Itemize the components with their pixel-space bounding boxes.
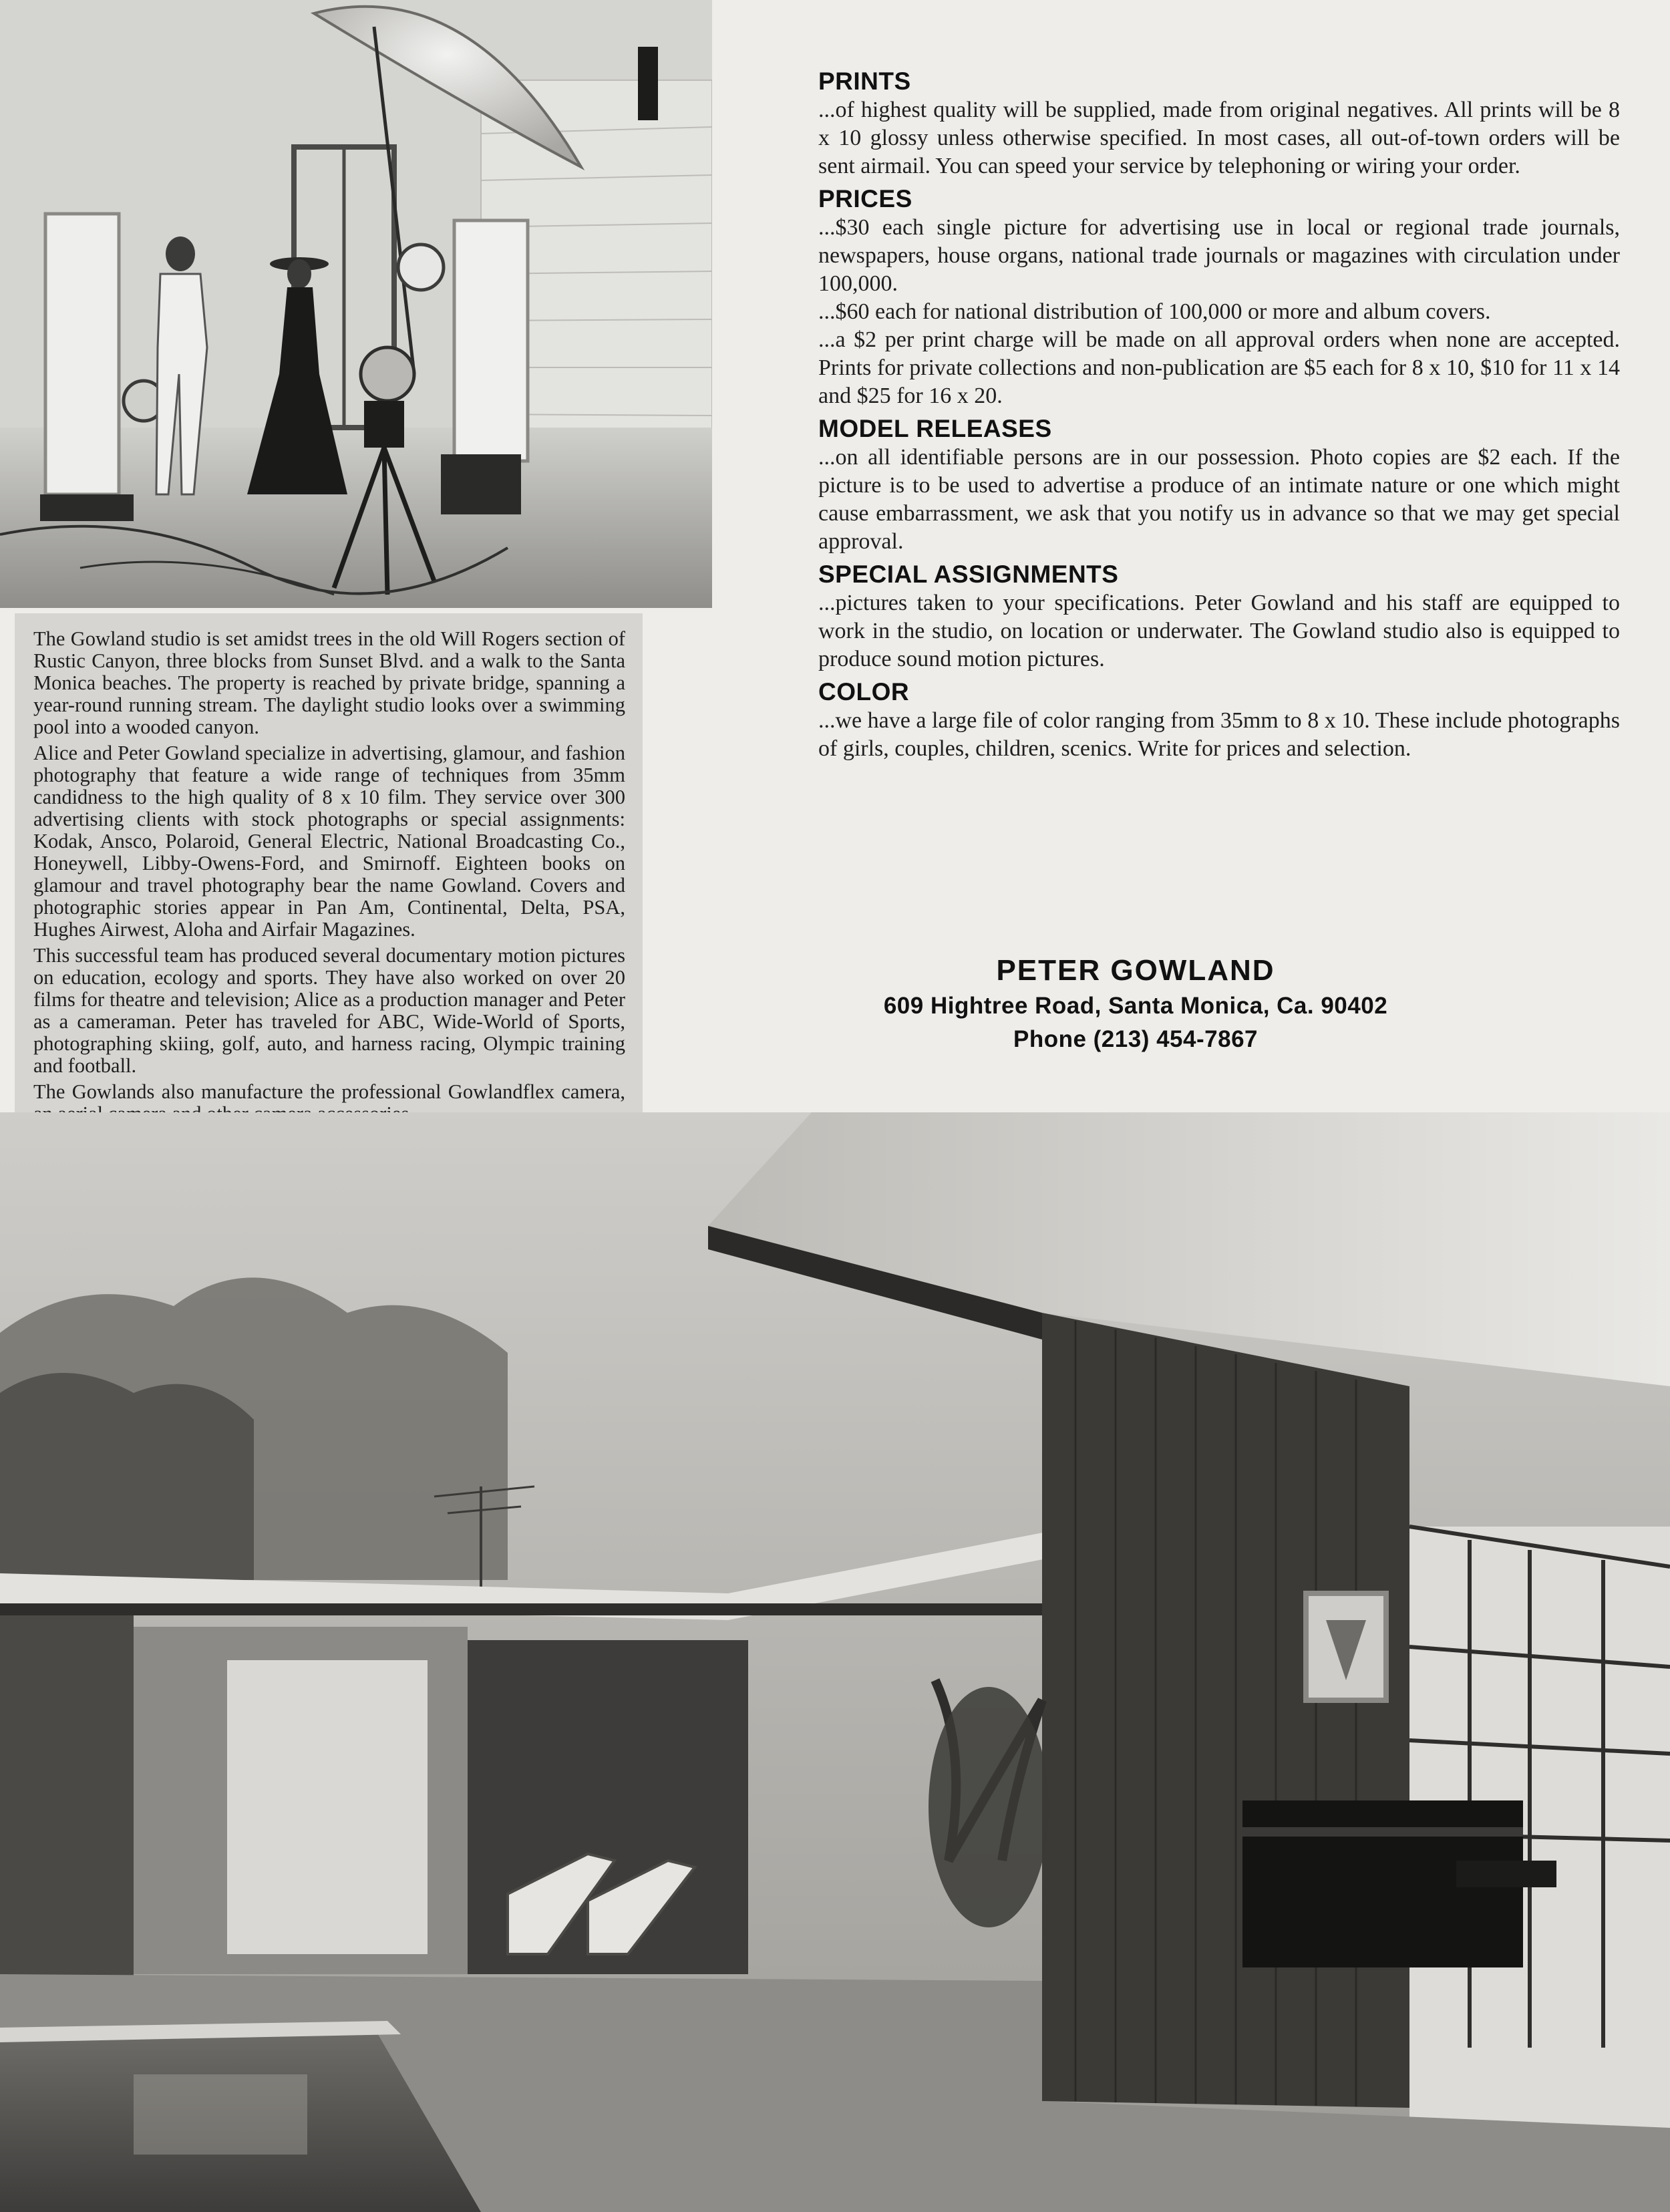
section-text: ...a $2 per print charge will be made on all approval orders when none are accepted. Prints for private collections and non-publication are $5 each for 8 x 10, $10 for 11 x 14 and $25 for 16 x 20. <box>818 327 1620 408</box>
section-text: ...of highest quality will be supplied, made from original negatives. All prints will be 8 x 10 glossy unless otherwise specified. In most cases, all out-of-town orders will be sent airmail. You can speed your service by telephoning or wiring your order. <box>818 98 1620 178</box>
section-text: ...on all identifiable persons are in our possession. Photo copies are $2 each. If the picture is to be used to advertise a produce of an intimate nature or one which might cause embarrassment, we ask that you notify us in advance so that we may get special approval. <box>818 445 1620 554</box>
section-text: ...pictures taken to your specifications. Peter Gowland and his staff are equipped to work in the studio, on location or underwater. The Gowland studio also is equipped to produce sound motion pictures. <box>818 591 1620 671</box>
model-releases-section <box>818 414 1620 556</box>
section-heading: MODEL RELEASES <box>818 415 1052 442</box>
house-photo <box>0 1112 1670 2212</box>
section-text: ...we have a large file of color ranging from 35mm to 8 x 10. These include photographs of girls, couples, children, scenics. Write for prices and selection. <box>818 708 1620 761</box>
color-section <box>818 677 1620 763</box>
special-assignments-section <box>818 560 1620 673</box>
contact-name: PETER GOWLAND <box>996 954 1275 987</box>
caption-paragraph: The Gowland studio is set amidst trees in the old Will Rogers section of Rustic Canyon, three blocks from Sunset Blvd. and a walk to the Santa Monica beaches. The property is reached by private bridge, spanning a year-round running stream. The daylight studio looks over a swimming pool into a wooded canyon. <box>33 627 625 738</box>
section-text: ...$30 each single picture for advertising use in local or regional trade journals, newspapers, house organs, national trade journals or magazines with circulation under 100,000. <box>818 215 1620 296</box>
prints-section <box>818 67 1620 180</box>
section-heading: COLOR <box>818 678 910 705</box>
section-heading: PRICES <box>818 185 912 212</box>
contact-block <box>875 952 1396 1056</box>
contact-address: 609 Hightree Road, Santa Monica, Ca. 90402 <box>883 993 1388 1019</box>
services-column <box>818 67 1620 767</box>
contact-phone: Phone (213) 454-7867 <box>1013 1026 1258 1052</box>
studio-photo <box>0 0 712 608</box>
caption-paragraph: This successful team has produced several documentary motion pictures on education, ecology and sports. They have also worked on over 20 films for theatre and television; Alice as a production manager and Peter as a cameraman. Peter has traveled for ABC, Wide-World of Sports, photographing skiing, golf, auto, and harness racing, Olympic training and football. <box>33 944 625 1077</box>
caption-paragraph: Alice and Peter Gowland specialize in advertising, glamour, and fashion photography that feature a wide range of techniques from 35mm candidness to the high quality of 8 x 10 film. They service over 300 advertising clients with stock photographs or special assignments: Kodak, Ansco, Polaroid, General Electric, National Broadcasting Co., Honeywell, Libby-Owens-Ford, and Smirnoff. Eighteen books on glamour and travel photography bear the name Gowland. Covers and photographic stories appear in Pan Am, Continental, Delta, PSA, Hughes Airwest, Aloha and Airfair Magazines. <box>33 742 625 941</box>
prices-section <box>818 184 1620 410</box>
section-heading: SPECIAL ASSIGNMENTS <box>818 561 1119 588</box>
section-text: ...$60 each for national distribution of 100,000 or more and album covers. <box>818 299 1491 324</box>
section-heading: PRINTS <box>818 67 911 95</box>
caption-paragraph: The Gowlands also manufacture the professional Gowlandflex camera, <box>33 1080 625 1103</box>
